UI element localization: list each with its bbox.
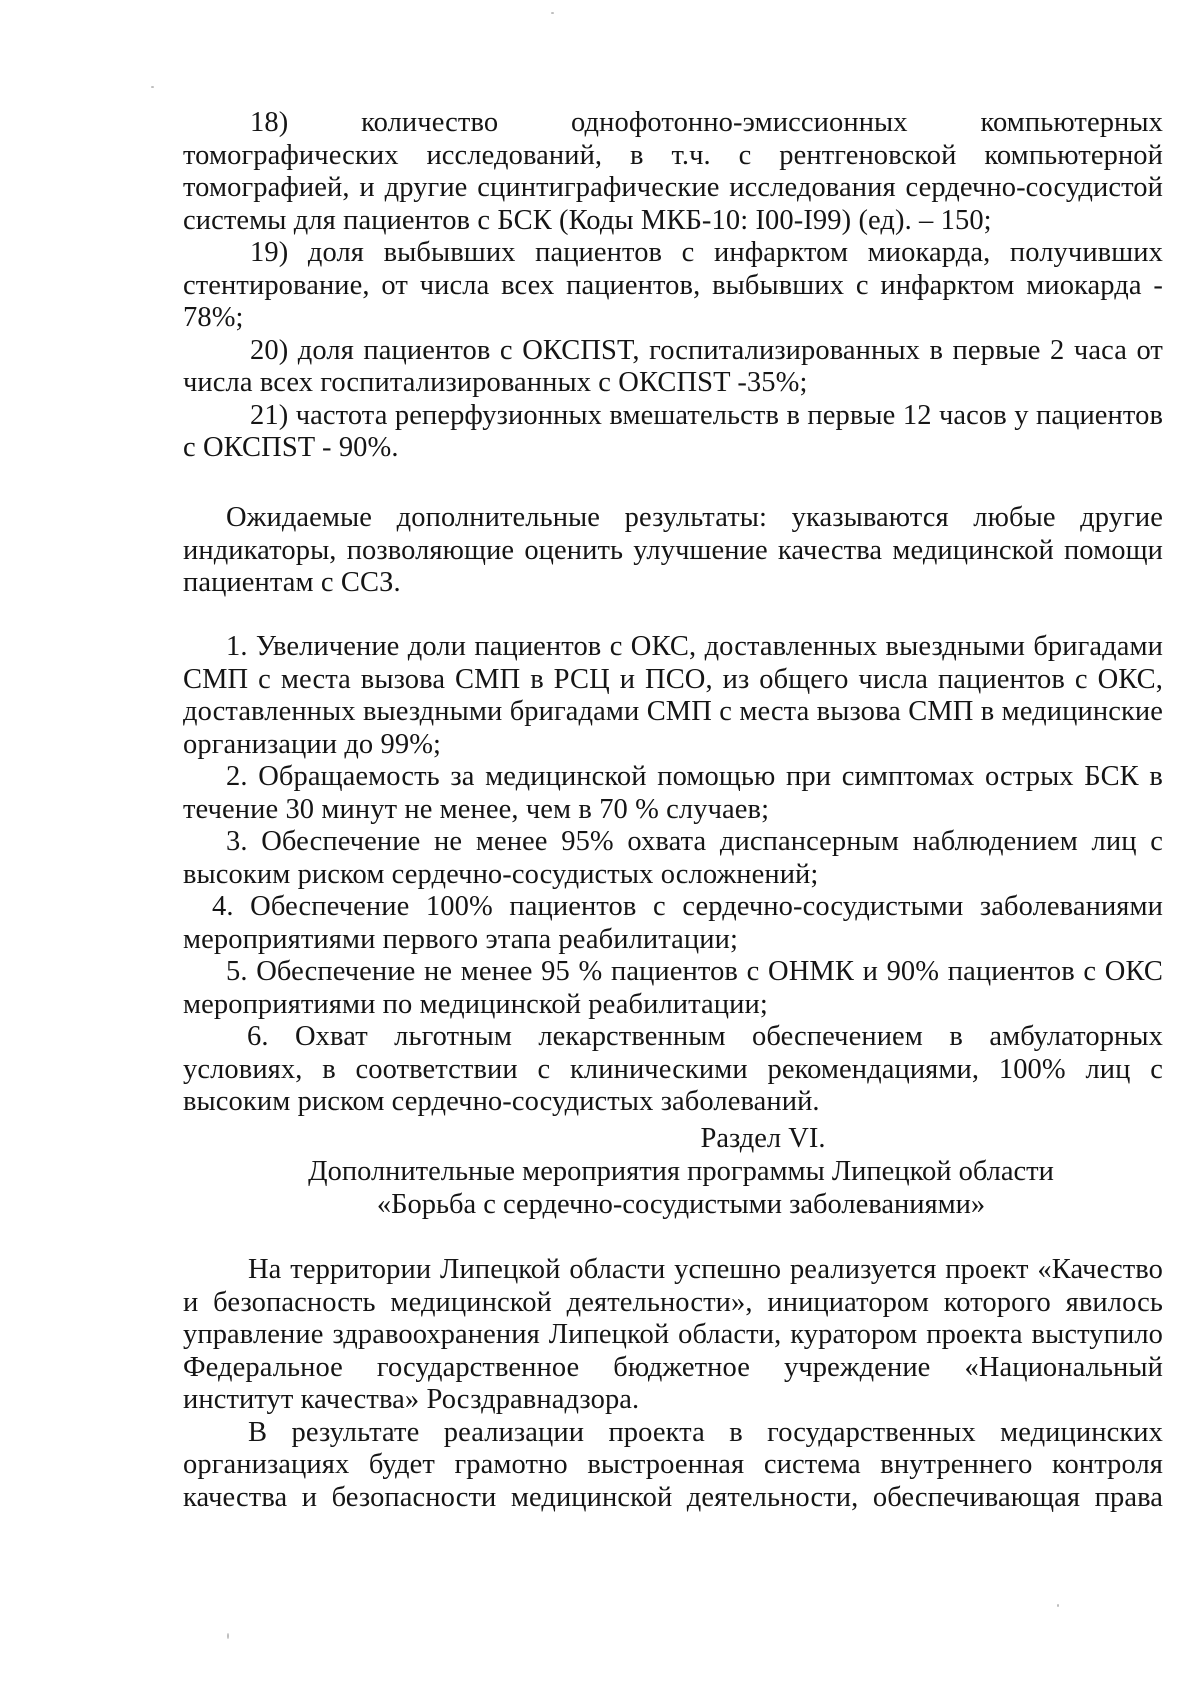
result-item-6: 6. Охват льготным лекарственным обеспечением в амбулаторных условиях, в соответствии с клиническими рекомендациями, 100% лиц с высоким риском сердечно-сосудистых заболеваний. — [183, 1021, 1163, 1117]
result-item-1: 1. Увеличение доли пациентов с ОКС, доставленных выездными бригадами СМП с места вызова СМП в РСЦ и ПСО, из общего числа пациентов с ОКС, доставленных выездными бригадами СМП с места вызова СМП в медицинские организации до 99%; — [183, 631, 1163, 760]
closing-paragraph-2: В результате реализации проекта в государственных медицинских организациях будет грамотно выстроенная система внутреннего контроля качества и безопасности медицинской деятельности, обеспечивающая права — [183, 1416, 1163, 1513]
closing-paragraph-1: На территории Липецкой области успешно реализуется проект «Качество и безопасность медицинской деятельности», инициатором которого явилось управление здравоохранения Липецкой области, куратором проекта выступило Федеральное государственное бюджетное учреждение «Национальный институт качества» Росздравнадзора. — [183, 1254, 1163, 1415]
numbered-results-block — [183, 631, 1163, 1119]
item-18: 18) количество однофотонно-эмиссионных компьютерных томографических исследований, в т.ч. с рентгеновской компьютерной томографией, и другие сцинтиграфические исследования сердечно-сосудистой системы для пациентов с БСК (Коды МКБ-10: I00-I99) (ед). – 150; — [183, 107, 1163, 236]
scan-speck — [1057, 1604, 1059, 1607]
top-items-block — [183, 107, 1163, 465]
item-19: 19) доля выбывших пациентов с инфарктом миокарда, получивших стентирование, от числа всех пациентов, выбывших с инфарктом миокарда - 78%; — [183, 237, 1163, 333]
section-title-line-2: «Борьба с сердечно-сосудистыми заболеваниями» — [376, 1189, 986, 1220]
item-21: 21) частота реперфузионных вмешательств в первые 12 часов у пациентов с ОКСПST - 90%. — [183, 399, 1163, 463]
closing-block — [183, 1254, 1163, 1514]
scan-speck — [227, 1633, 229, 1639]
expected-results-intro: Ожидаемые дополнительные результаты: указываются любые другие индикаторы, позволяющие оценить улучшение качества медицинской помощи пациентам с ССЗ. — [183, 502, 1163, 598]
result-item-4: 4. Обеспечение 100% пациентов с сердечно-сосудистыми заболеваниями мероприятиями первого этапа реабилитации; — [183, 891, 1163, 955]
scan-speck — [551, 12, 554, 14]
section-number: Раздел VI. — [700, 1123, 826, 1154]
result-item-3: 3. Обеспечение не менее 95% охвата диспансерным наблюдением лиц с высоким риском сердечно-сосудистых осложнений; — [183, 826, 1163, 890]
result-item-5: 5. Обеспечение не менее 95 % пациентов с ОНМК и 90% пациентов с ОКС мероприятиями по медицинской реабилитации; — [183, 956, 1163, 1020]
expected-results-block — [183, 502, 1163, 600]
result-item-2: 2. Обращаемость за медицинской помощью при симптомах острых БСК в течение 30 минут не менее, чем в 70 % случаев; — [183, 761, 1163, 825]
section-title-line-1: Дополнительные мероприятия программы Липецкой области — [308, 1156, 1054, 1187]
item-20: 20) доля пациентов с ОКСПST, госпитализированных в первые 2 часа от числа всех госпитализированных с ОКСПST -35%; — [183, 334, 1163, 398]
scan-speck — [151, 86, 154, 88]
